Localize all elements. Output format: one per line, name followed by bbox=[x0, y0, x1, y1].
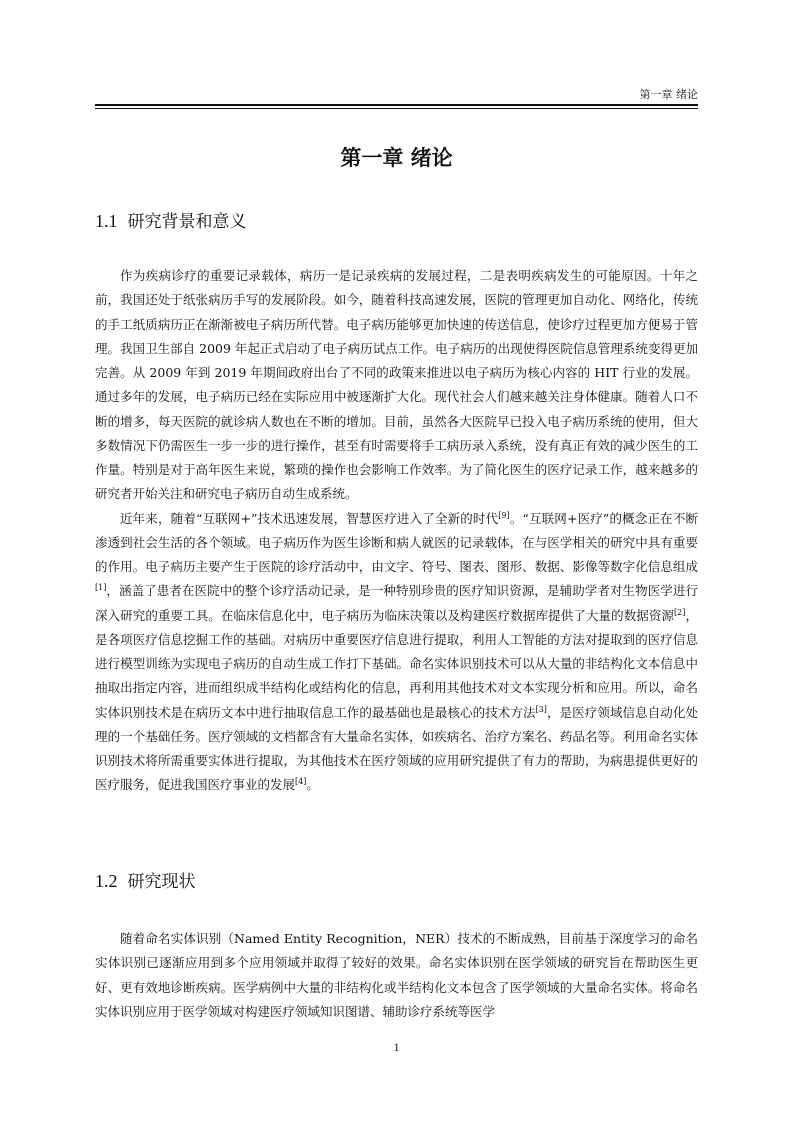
paragraph-3: 随着命名实体识别（Named Entity Recognition，NER）技术的不断成熟，目前基于深度学习的命名实体识别已逐渐应用到多个应用领域并取得了较好的效果。命名实体识别在医学领域的研究旨在帮助医生更好、更有效地诊断疾病。医学病例中大量的非结构化或半结构化文本包含了医学领域的大量命名实体。将命名实体识别应用于医学领域对构建医疗领域知识图谱、辅助诊疗系统等医学 bbox=[95, 931, 698, 1019]
section-number: 1.1 bbox=[95, 211, 118, 231]
page-number: 1 bbox=[393, 1040, 400, 1054]
citation-ref[interactable]: [4] bbox=[295, 777, 307, 787]
section-title: 研究背景和意义 bbox=[127, 212, 247, 232]
citation-ref[interactable]: [2] bbox=[674, 607, 686, 617]
paragraph-2: 近年来，随着“互联网+”技术迅速发展，智慧医疗进入了全新的时代[9]。“互联网+医疗”的概念正在不断渗透到社会生活的各个领域。电子病历作为医生诊断和病人就医的记录载体，在与医学相关的研究中具有重要的作用。电子病历主要产生于医院的诊疗活动中，由文字、符号、图表、图形、数据、影像等数字化信息组成[1]，涵盖了患者在医院中的整个诊疗活动记录，是一种特别珍贵的医疗知识资源，是辅助学者对生物医学进行深入研究的重要工具。在临床信息化中，电子病历为临床决策以及构建医疗数据库提供了大量的数据资源[2]，是各项医疗信息挖掘工作的基础。对病历中重要医疗信息进行提取，利用人工智能的方法对提取到的医疗信息进行模型训练为实现电子病历的自动生成工作打下基础。命名实体识别技术可以从大量的非结构化文本信息中抽取出指定内容，进而组织成半结构化或结构化的信息，再利用其他技术对文本实现分析和应用。所以，命名实体识别技术是在病历文本中进行抽取信息工作的最基础也是最核心的技术方法[3]，是医疗领域信息自动化处理的一个基础任务。医疗领域的文档都含有大量命名实体，如疾病名、治疗方案名、药品名等。利用命名实体识别技术将所需重要实体进行提取，为其他技术在医疗领域的应用研究提供了有力的帮助，为病患提供更好的医疗服务，促进我国医疗事业的发展[4]。 bbox=[95, 510, 698, 793]
section-title: 研究现状 bbox=[127, 872, 196, 892]
section-number: 1.2 bbox=[95, 871, 118, 891]
section-1-1-body bbox=[95, 264, 698, 798]
running-header: 第一章 绪论 bbox=[639, 88, 698, 101]
chapter-title: 第一章 绪论 bbox=[340, 146, 453, 170]
citation-ref[interactable]: [3] bbox=[535, 704, 547, 714]
section-heading-1-1 bbox=[95, 210, 698, 233]
section-heading-1-2 bbox=[95, 870, 698, 893]
header-rule bbox=[95, 104, 698, 106]
citation-ref[interactable]: [1] bbox=[95, 583, 107, 593]
header-rule-thin bbox=[95, 108, 698, 109]
paragraph-1: 作为疾病诊疗的重要记录载体，病历一是记录疾病的发展过程，二是表明疾病发生的可能原因。十年之前，我国还处于纸张病历手写的发展阶段。如今，随着科技高速发展，医院的管理更加自动化、网络化，传统的手工纸质病历正在渐渐被电子病历所代替。电子病历能够更加快速的传送信息，使诊疗过程更加方便易于管理。我国卫生部自 2009 年起正式启动了电子病历试点工作。电子病历的出现使得医院信息管理系统变得更加完善。从 2009 年到 2019 年期间政府出台了不同的政策来推进以电子病历为核心内容的 HIT 行业的发展。通过多年的发展，电子病历已经在实际应用中被逐渐扩大化。现代社会人们越来越关注身体健康。随着人口不断的增多，每天医院的就诊病人数也在不断的增加。目前，虽然各大医院早已投入电子病历系统的使用，但大多数情况下仍需医生一步一步的进行操作，甚至有时需要将手工病历录入系统，没有真正有效的减少医生的工作量。特别是对于高年医生来说，繁琐的操作也会影响工作效率。为了简化医生的医疗记录工作，越来越多的研究者开始关注和研究电子病历自动生成系统。 bbox=[95, 268, 698, 502]
citation-ref[interactable]: [9] bbox=[498, 510, 510, 520]
section-1-2-body bbox=[95, 927, 698, 1024]
